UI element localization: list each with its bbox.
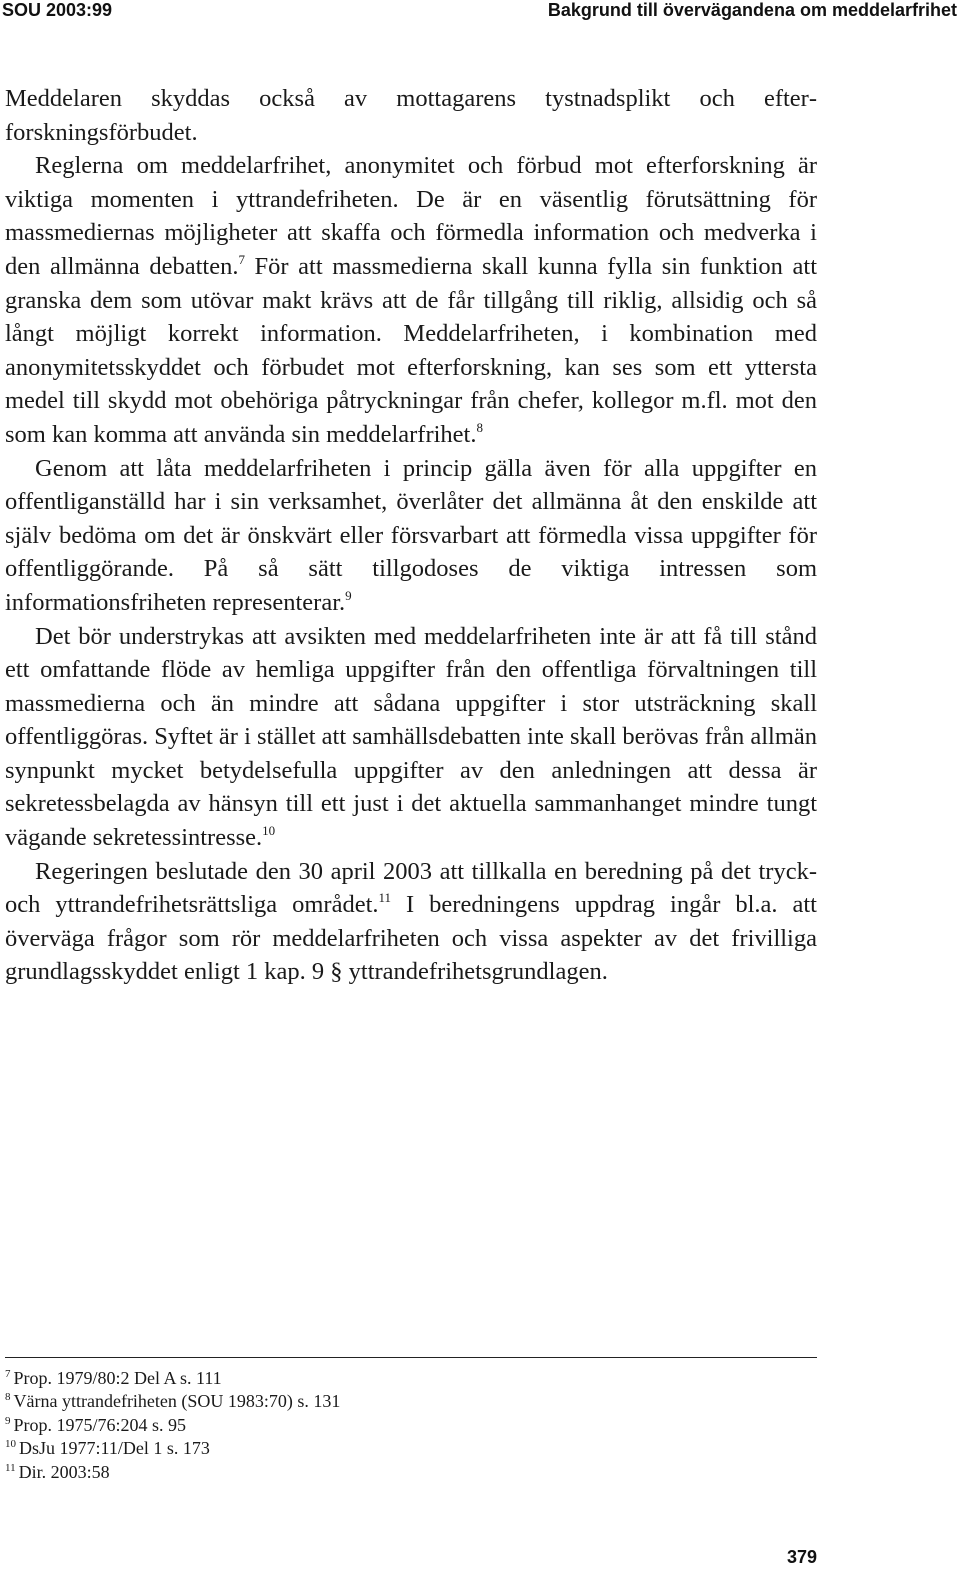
- paragraph: Genom att låta meddelarfriheten i princip gälla även för alla uppgifter en offentliganställd har i sin verksamhet, överlåter det allmänna åt den enskilde att själv bedöma om det är önskvärt eller försvarbart att förmedla vissa uppgifter för offentliggörande. På så sätt tillgodoses de viktiga intressen som informationsfriheten representerar.$^9$: [5, 454, 817, 616]
- footnote: $^{11}$ Dir. 2003:58: [5, 1461, 110, 1482]
- paragraph: Reglerna om meddelarfrihet, anonymitet och förbud mot efterforskning är viktiga momenten i yttrandefriheten. De är en väsentlig förutsättning för massmediernas möjligheter att skaffa och förmedla information och medverka i den allmänna debatten.$^7$ För att massmedierna skall kunna fylla sin funktion att granska dem som utövar makt krävs att de får tillgång till riklig, allsidig och så långt möjligt korrekt information. Meddelarfriheten, i kombination med anonymitetsskyddet och förbudet mot efterforskning, kan ses som ett yttersta medel till skydd mot obehöriga påtryckningar från chefer, kollegor m.fl. mot den som kan komma att använda sin meddelarfrihet.$^8$: [5, 152, 817, 448]
- footnote: $^9$ Prop. 1975/76:204 s. 95: [5, 1414, 187, 1435]
- page-header: [0, 0, 960, 32]
- footnote-ref: 8: [476, 419, 483, 435]
- paragraph: Regeringen beslutade den 30 april 2003 att tillkalla en beredning på det tryck- och yttrandefrihetsrättsliga området.$^{11}$ I beredningens uppdrag ingår bl.a. att överväga frågor som rör meddelarfriheten och vissa aspekter av det frivilliga grundlagsskyddet enligt 1 kap. 9 § yttrandefrihetsgrundlagen.: [5, 857, 817, 986]
- page-number: 379: [786, 1547, 817, 1567]
- footnote-ref: 10: [262, 823, 276, 839]
- report-id: SOU 2003:99: [2, 0, 113, 20]
- body-text: [5, 82, 817, 989]
- paragraph: Det bör understrykas att avsikten med meddelarfriheten inte är att få till stånd ett omfattande flöde av hemliga uppgifter från den offentliga förvaltningen till massmedierna och än mindre att sådana uppgifter i stor utsträckning skall offentliggöras. Syftet är i stället att samhällsdebatten inte skall berövas från allmän synpunkt mycket betydelsefulla uppgifter av den anledningen att dessa är sekretessbelagda av hänsyn till ett just i det aktuella sammanhanget mindre tungt vägande sekretessintresse.$^{10}$: [5, 622, 817, 852]
- footnote: $^7$ Prop. 1979/80:2 Del A s. 111: [5, 1368, 222, 1388]
- chapter-title: Bakgrund till övervägandena om meddelarfrihet: [547, 0, 957, 20]
- footnotes: [5, 1367, 340, 1484]
- footnote-ref: 11: [378, 890, 392, 906]
- footnote-ref: 9: [345, 587, 352, 603]
- footnote-ref: 7: [238, 251, 245, 267]
- footnote-divider: [5, 1357, 817, 1358]
- paragraph: Meddelaren skyddas också av mottagarens tystnadsplikt och efterforskningsförbudet.: [5, 85, 817, 146]
- footnote: $^{10}$ DsJu 1977:11/Del 1 s. 173: [5, 1438, 210, 1459]
- footnote: $^8$ Värna yttrandefriheten (SOU 1983:70) s. 131: [5, 1391, 341, 1412]
